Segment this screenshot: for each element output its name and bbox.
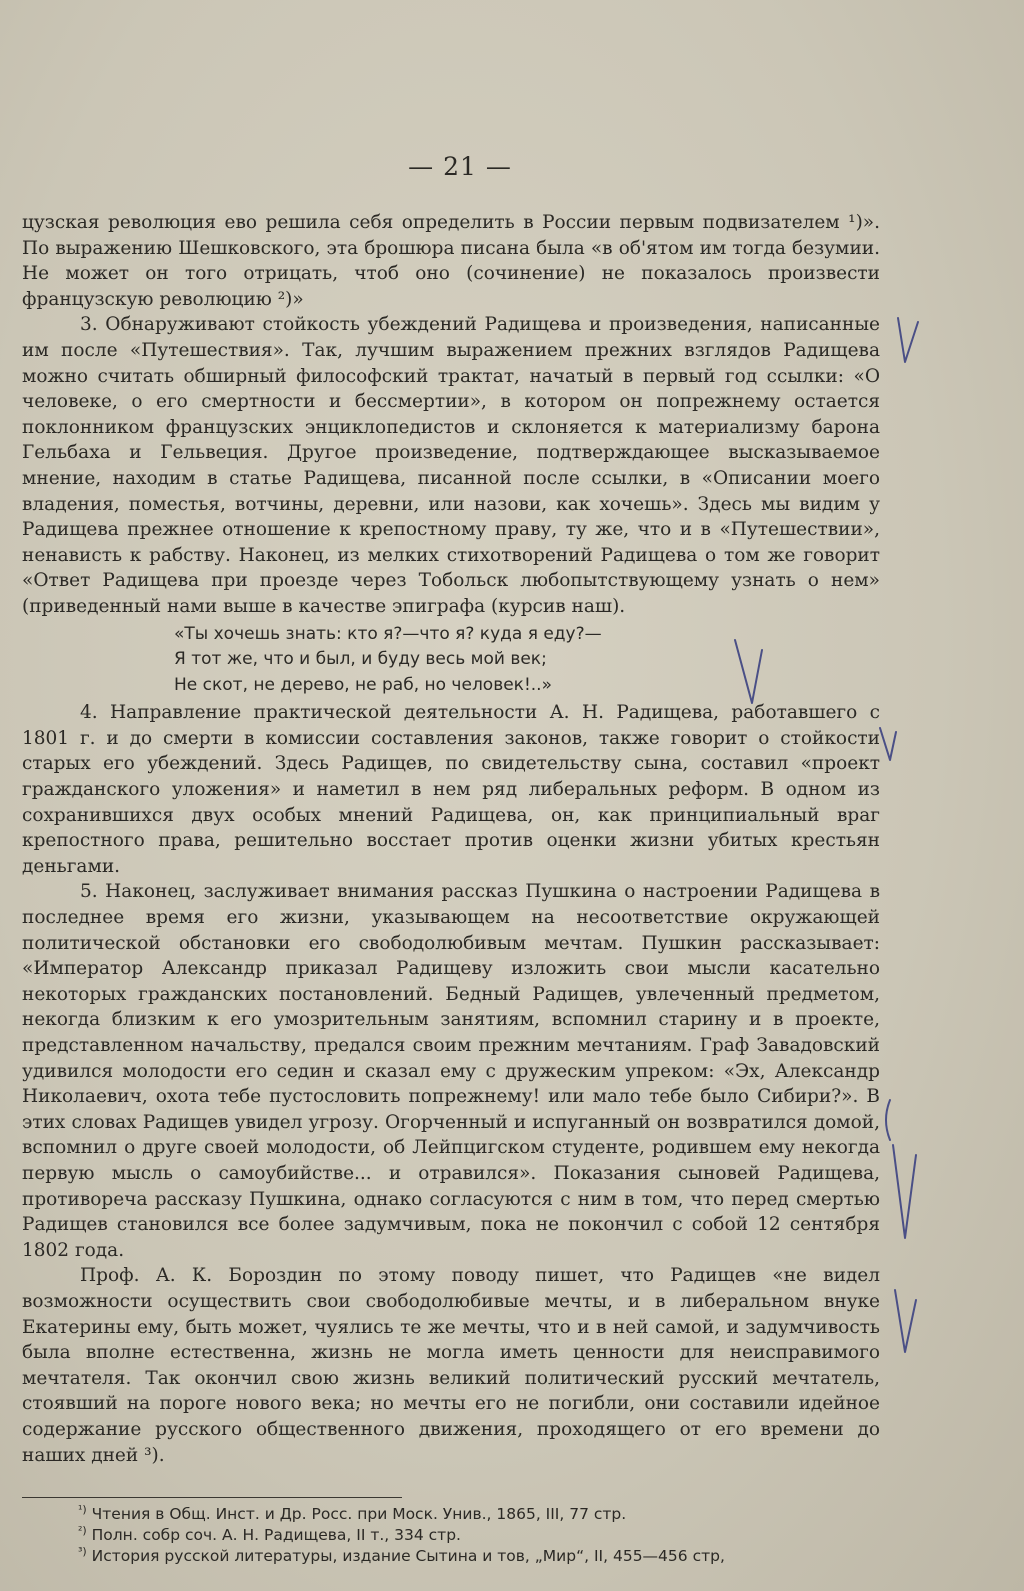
verse-line: Не скот, не дерево, не раб, но человек!..»: [174, 674, 552, 695]
paragraph: цузская революция ево решила себя определить в России первым подвизателем ¹)». По выражению Шешковского, эта брошюра писана была «в об'ятом им тогда безумии. Не может он того отрицать, чтоб оно (сочинение) не показалось произвести французскую революцию ²)»: [22, 212, 880, 310]
verse-line: Я тот же, что и был, и буду весь мой век;: [174, 649, 547, 670]
pencil-checkmark: [895, 1290, 916, 1352]
page-number: — 21 —: [408, 152, 512, 181]
pencil-checkmark: [898, 318, 918, 362]
body-text: [22, 210, 880, 1468]
footnote: $^{^3)}$ История русской литературы, издание Сытина и тов, „Мир“, II, 455—456 стр,: [78, 1544, 725, 1565]
paragraph: Проф. А. К. Бороздин по этому поводу пишет, что Радищев «не видел возможности осуществить свои свободолюбивые мечты, и в либеральном внуке Екатерины ему, быть может, чуялись те же мечты, что и в ней самой, и задумчивость была вполне естественна, жизнь не могла иметь ценности для неисправимого мечтателя. Так окончил свою жизнь великий политический русский мечтатель, стоявший на пороге нового века; но мечты его не погибли, они составили идейное содержание русского общественного движения, проходящего от его времени до наших дней ³).: [22, 1265, 880, 1466]
footnote: $^{^2)}$ Полн. собр соч. А. Н. Радищева, II т., 334 стр.: [78, 1523, 461, 1544]
pencil-checkmark: [880, 728, 896, 760]
epigraph-verse: [174, 622, 880, 699]
paragraph: 5. Наконец, заслуживает внимания рассказ Пушкина о настроении Радищева в последнее время его жизни, указывающем на несоответствие окружающей политической обстановки его свободолюбивым мечтам. Пушкин рассказывает: «Император Александр приказал Радищеву изложить свои мысли касательно некоторых гражданских постановлений. Бедный Радищев, увлеченный предметом, некогда близким к его умозрительным занятиям, вспомнил старину и в проекте, представленном начальству, предался своим прежним мечтаниям. Граф Завадовский удивился молодости его седин и сказал ему с дружеским упреком: «Эх, Александр Николаевич, охота тебе пустословить попрежнему! или мало тебе было Сибири?». В этих словах Радищев увидел угрозу. Огорченный и испуганный он возвратился домой, вспомнил о друге своей молодости, об Лейпцигском студенте, родившем ему некогда первую мысль о самоубийстве... и отравился». Показания сыновей Радищева, противореча рассказу Пушкина, однако согласуются с ним в том, что перед смертью Радищев становился все более задумчивым, пока не покончил с собой 12 сентября 1802 года.: [22, 881, 880, 1261]
paragraph: 4. Направление практической деятельности А. Н. Радищева, работавшего с 1801 г. и до смерти в комиссии составления законов, также говорит о стойкости старых его убеждений. Здесь Радищев, по свидетельству сына, составил «проект гражданского уложения» и наметил в нем ряд либеральных реформ. В одном из сохранившихся двух особых мнений Радищева, он, как принципиальный враг крепостного права, решительно восстает против оценки жизни убитых крестьян деньгами.: [22, 702, 880, 877]
pencil-bracket: [886, 1100, 890, 1140]
pencil-checkmark: [893, 1145, 916, 1238]
paragraph: 3. Обнаруживают стойкость убеждений Радищева и произведения, написанные им после «Путешествия». Так, лучшим выражением прежних взглядов Радищева можно считать обширный философский трактат, начатый в первый год ссылки: «О человеке, о его смертности и бессмертии», в котором он попрежнему остается поклонником французских энциклопедистов и склоняется к материализму барона Гельбаха и Гельвеция. Другое произведение, подтверждающее высказываемое мнение, находим в статье Радищева, писанной после ссылки, в «Описании моего владения, поместья, вотчины, деревни, или назови, как хочешь». Здесь мы видим у Радищева прежнее отношение к крепостному праву, ту же, что и в «Путешествии», ненависть к рабству. Наконец, из мелких стихотворений Радищева о том же говорит «Ответ Радищева при проезде через Тобольск любопытствующему узнать о нем» (приведенный нами выше в качестве эпиграфа (курсив наш).: [22, 314, 880, 617]
footnote-divider: [22, 1497, 402, 1498]
footnote: $^{^1)}$ Чтения в Общ. Инст. и Др. Росс. при Моск. Унив., 1865, III, 77 стр.: [78, 1502, 627, 1523]
verse-line: «Ты хочешь знать: кто я?—что я? куда я еду?—: [174, 623, 602, 644]
footnotes: [78, 1504, 878, 1567]
